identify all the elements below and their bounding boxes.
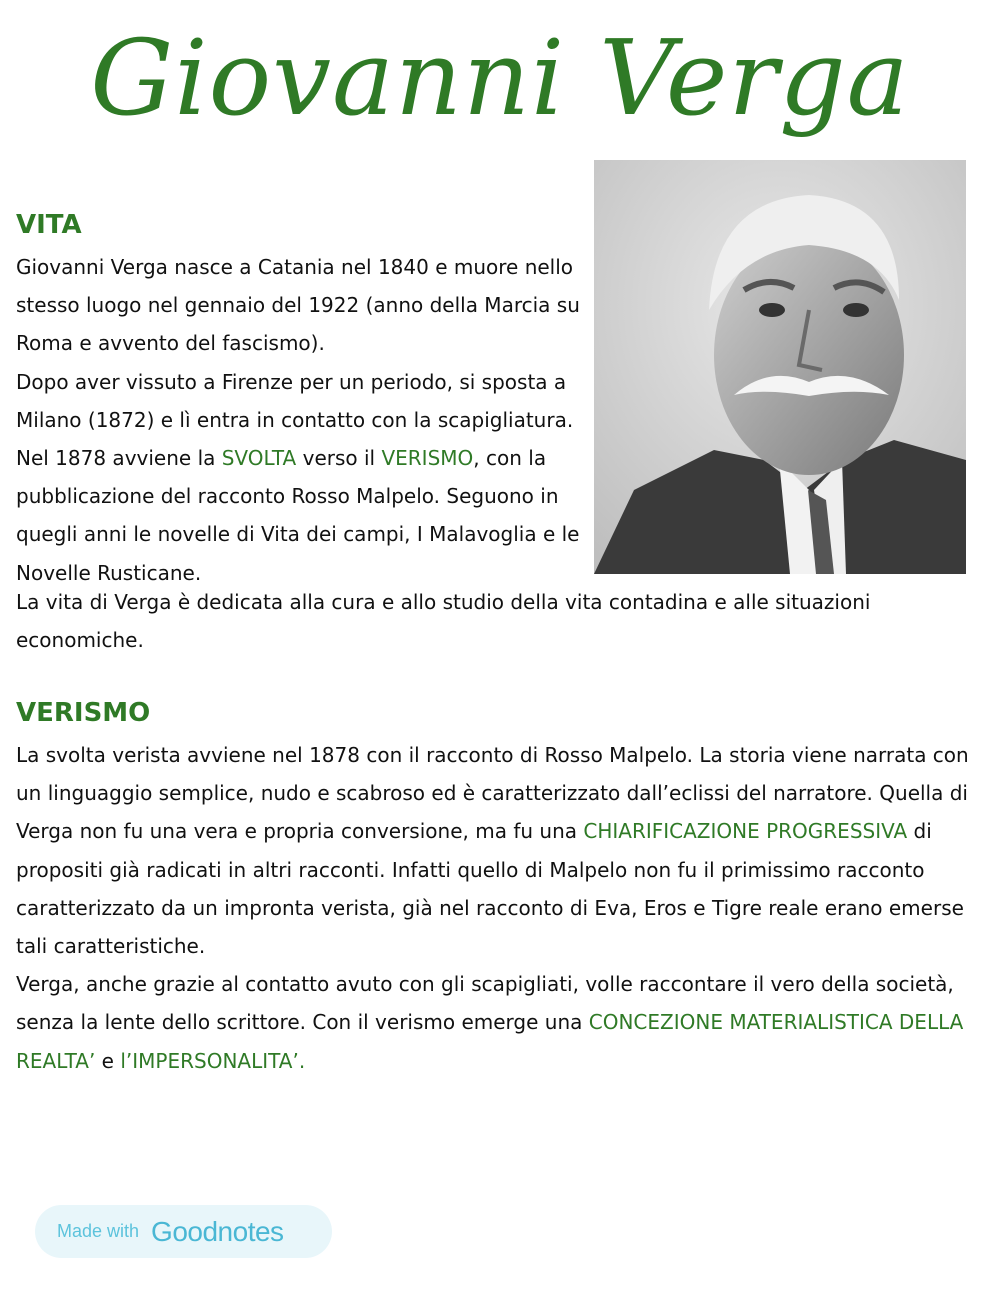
vita-text-3: verso il bbox=[296, 446, 382, 471]
vita-paragraph-2: La vita di Verga è dedicata alla cura e allo studio della vita contadina e alle situazioni economiche. bbox=[16, 590, 871, 653]
badge-made-with: Made with bbox=[57, 1221, 140, 1241]
verismo-text-1: La svolta verista avviene nel 1878 con il racconto di Rosso Malpelo. La storia viene narrata con un linguaggio semplice, nudo e scabroso ed è caratterizzato dall’eclissi del narratore. Quella di Verga non fu una vera e propria conversione, ma fu una bbox=[16, 743, 969, 844]
verismo-text-4: e bbox=[95, 1048, 121, 1073]
vita-text-4: , con la pubblicazione del racconto Rosso Malpelo. Seguono in quegli anni le novelle di Vita dei campi, I Malavoglia e le Novelle Rusticane. bbox=[16, 446, 580, 585]
highlight-svolta: SVOLTA bbox=[221, 446, 297, 471]
section-heading-verismo: VERISMO bbox=[16, 698, 151, 728]
vita-text-2: Dopo aver vissuto a Firenze per un periodo, si sposta a Milano (1872) e lì entra in contatto con la scapigliatura. Nel 1878 avviene la bbox=[16, 369, 574, 471]
badge-brand: Goodnotes bbox=[151, 1215, 284, 1247]
page-title: Giovanni Verga bbox=[90, 17, 910, 139]
portrait-photo bbox=[594, 160, 966, 574]
goodnotes-badge[interactable] bbox=[35, 1205, 332, 1258]
section-heading-vita: VITA bbox=[16, 210, 82, 240]
highlight-concezione: CONCEZIONE MATERIALISTICA DELLA REALTA’ bbox=[16, 1010, 964, 1073]
verismo-paragraph bbox=[16, 736, 981, 1080]
verismo-text-2: di propositi già radicati in altri racconti. Infatti quello di Malpelo non fu il primissimo racconto caratterizzato da un impronta verista, già nel racconto di Eva, Eros e Tigre reale erano emerse tali caratteristiche. bbox=[16, 819, 964, 959]
highlight-verismo: VERISMO bbox=[381, 446, 474, 471]
highlight-impersonalita: l’IMPERSONALITA’. bbox=[120, 1048, 306, 1073]
vita-text-1: Giovanni Verga nasce a Catania nel 1840 e muore nello stesso luogo nel gennaio del 1922 (anno della Marcia su Roma e avvento del fascismo). bbox=[16, 255, 580, 356]
vita-paragraph bbox=[16, 248, 591, 592]
highlight-chiarificazione: CHIARIFICAZIONE PROGRESSIVA bbox=[583, 819, 908, 844]
verismo-text-3: Verga, anche grazie al contatto avuto con gli scapigliati, volle raccontare il vero della società, senza la lente dello scrittore. Con il verismo emerge una bbox=[16, 972, 954, 1035]
